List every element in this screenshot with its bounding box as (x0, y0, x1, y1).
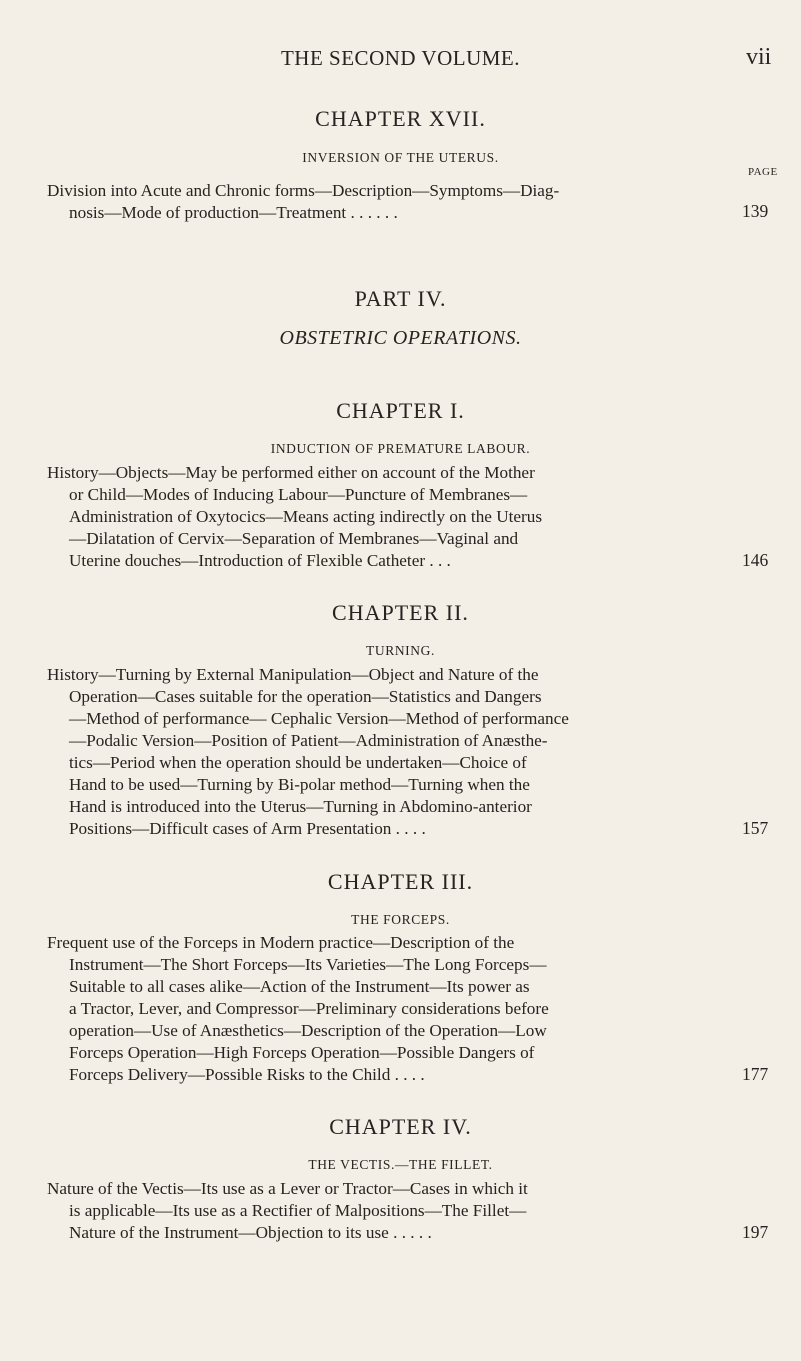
entry-line: Hand is introduced into the Uterus—Turning in Abdomino-anterior (69, 797, 532, 816)
entry-line: Uterine douches—Introduction of Flexible Catheter . . . (69, 551, 451, 570)
entry-page-number: 157 (742, 818, 769, 838)
chapter-subtitle: INVERSION OF THE UTERUS. (302, 150, 499, 165)
chapter-title: CHAPTER I. (336, 398, 465, 423)
entry-line: a Tractor, Lever, and Compressor—Preliminary considerations before (69, 999, 549, 1018)
chapter-subtitle: TURNING. (366, 643, 435, 658)
entry-page-number: 197 (742, 1222, 769, 1242)
chapter-title: CHAPTER II. (332, 600, 469, 625)
entry-line: Hand to be used—Turning by Bi-polar method—Turning when the (69, 775, 530, 794)
entry-line: nosis—Mode of production—Treatment . . . . . . (69, 203, 398, 222)
entry-line: Positions—Difficult cases of Arm Presentation . . . . (69, 819, 426, 838)
chapter-subtitle: THE FORCEPS. (351, 912, 450, 927)
part-subtitle: OBSTETRIC OPERATIONS. (279, 327, 522, 349)
entry-line: Nature of the Vectis—Its use as a Lever or Tractor—Cases in which it (47, 1179, 528, 1198)
entry-line: —Dilatation of Cervix—Separation of Membranes—Vaginal and (69, 529, 519, 548)
chapter-subtitle: THE VECTIS.—THE FILLET. (308, 1157, 493, 1172)
page-number: vii (746, 44, 772, 70)
page-column-label: PAGE (748, 166, 778, 178)
entry-line: Forceps Delivery—Possible Risks to the Child . . . . (69, 1065, 425, 1084)
chapter-title: CHAPTER XVII. (315, 106, 486, 131)
entry-line: —Podalic Version—Position of Patient—Administration of Anæsthe- (69, 731, 548, 750)
chapter-title: CHAPTER IV. (329, 1114, 472, 1139)
running-head: THE SECOND VOLUME. (280, 46, 521, 70)
entry-line: Instrument—The Short Forceps—Its Varieties—The Long Forceps— (69, 955, 547, 974)
chapter-title: CHAPTER III. (327, 869, 474, 894)
entry-line: or Child—Modes of Inducing Labour—Puncture of Membranes— (69, 485, 528, 504)
entry-line: is applicable—Its use as a Rectifier of Malpositions—The Fillet— (69, 1201, 527, 1220)
entry-line: Forceps Operation—High Forceps Operation—Possible Dangers of (69, 1043, 535, 1062)
entry-line: Suitable to all cases alike—Action of the Instrument—Its power as (69, 977, 530, 996)
entry-line: History—Objects—May be performed either on account of the Mother (47, 463, 535, 482)
entry-line: Operation—Cases suitable for the operation—Statistics and Dangers (69, 687, 542, 706)
entry-line: History—Turning by External Manipulation—Object and Nature of the (47, 665, 539, 684)
entry-line: Nature of the Instrument—Objection to its use . . . . . (69, 1223, 432, 1242)
entry-line: Administration of Oxytocics—Means acting indirectly on the Uterus (69, 507, 543, 526)
entry-line: —Method of performance— Cephalic Version—Method of performance (69, 709, 569, 728)
chapter-subtitle: INDUCTION OF PREMATURE LABOUR. (270, 441, 531, 456)
entry-page-number: 146 (742, 550, 769, 570)
entry-line: tics—Period when the operation should be undertaken—Choice of (69, 753, 527, 772)
part-title: PART IV. (354, 286, 447, 311)
entry-line: Frequent use of the Forceps in Modern practice—Description of the (47, 933, 515, 952)
entry-line: Division into Acute and Chronic forms—Description—Symptoms—Diag- (47, 181, 560, 200)
entry-line: operation—Use of Anæsthetics—Description of the Operation—Low (69, 1021, 547, 1040)
entry-page-number: 177 (742, 1064, 769, 1084)
entry-page-number: 139 (742, 201, 769, 221)
